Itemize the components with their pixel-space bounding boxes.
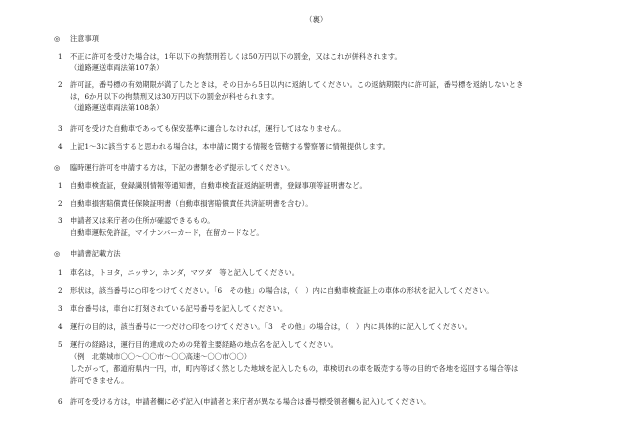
item-text: 形状は，該当番号に○印をつけてください。「6 その他」の場合は，（ ）内に自動車検査証上の車体の形状を記入してください。 xyxy=(70,286,494,295)
item-text: 不正に許可を受けた場合は，1年以下の拘禁刑若しくは50万円以下の罰金，又はこれが併科されます。 xyxy=(70,52,402,61)
item-text: （例 北葉城市〇〇～〇〇市～〇〇高速～〇〇市〇〇） xyxy=(70,352,251,361)
item-text: 許可証，番号標の有効期限が満了したときは，その日から5日以内に返納してください。この返納期限内に許可証，番号標を返納しないとき xyxy=(70,80,524,89)
item-text: （道路運送車両法第107条） xyxy=(70,63,164,72)
item-number: 2 xyxy=(58,286,63,295)
item-text: 運行の経路は，運行目的達成のための発着主要経路の地点名を記入してください。 xyxy=(70,340,338,349)
section-title: 臨時運行許可を申請する方は，下記の書類を必ず提示してください。 xyxy=(70,163,295,172)
item-number: 4 xyxy=(58,142,63,151)
item-number: 1 xyxy=(58,52,63,61)
item-number: 2 xyxy=(58,80,63,89)
section-title: 注意事項 xyxy=(70,34,99,43)
item-text: は，6か月以下の拘禁刑又は30万円以下の罰金が科せられます。 xyxy=(70,92,279,101)
item-text: 許可を受ける方は，申請者欄に必ず記入(申請者と来庁者が異なる場合は番号標受領者欄も記入)してください。 xyxy=(70,397,431,406)
item-number: 3 xyxy=(58,304,63,313)
item-text: 許可を受けた自動車であっても保安基準に適合しなければ，運行してはなりません。 xyxy=(70,124,346,133)
item-number: 3 xyxy=(58,124,63,133)
section-mark: ◎ xyxy=(54,163,61,172)
item-number: 5 xyxy=(58,340,63,349)
item-number: 1 xyxy=(58,268,63,277)
item-number: 1 xyxy=(58,181,63,190)
item-text: 自動車検査証，登録識別情報等通知書，自動車検査証返納証明書，登録事項等証明書など。 xyxy=(70,181,367,190)
item-text: 自動車損害賠償責任保険証明書（自動車損害賠償責任共済証明書を含む）。 xyxy=(70,199,313,208)
section-title: 申請書記載方法 xyxy=(70,249,121,258)
section-mark: ◎ xyxy=(54,34,61,43)
item-text: 自動車運転免許証，マイナンバーカード，在留カードなど。 xyxy=(70,228,264,237)
item-text: 許可できません。 xyxy=(70,376,129,385)
item-text: （道路運送車両法第108条） xyxy=(70,103,164,112)
item-text: 車名は，トヨタ，ニッサン，ホンダ，マツダ 等と記入してください。 xyxy=(70,268,299,277)
item-text: 車台番号は，車台に打刻されている記号番号を記入してください。 xyxy=(70,304,288,313)
item-text: 上記1～3に該当すると思われる場合は，本申請に関する情報を管轄する警察署に情報提供します。 xyxy=(70,142,390,151)
item-number: 6 xyxy=(58,397,63,406)
item-number: 2 xyxy=(58,199,63,208)
section-mark: ◎ xyxy=(54,249,61,258)
item-number: 4 xyxy=(58,322,63,331)
item-text: 運行の目的は，該当番号に一つだけ○印をつけてください。「3 その他」の場合は，（ ）内に具体的に記入してください。 xyxy=(70,322,472,331)
item-number: 3 xyxy=(58,216,63,225)
item-text: 申請者又は来庁者の住所が確認できるもの。 xyxy=(70,216,215,225)
page-header: （裏） xyxy=(305,15,328,24)
item-text: したがって，都道府県内一円，市，町内等ばく然とした地域を記入したもの，車検切れの車を販売する等の目的で各地を巡回する場合等は xyxy=(70,364,519,373)
